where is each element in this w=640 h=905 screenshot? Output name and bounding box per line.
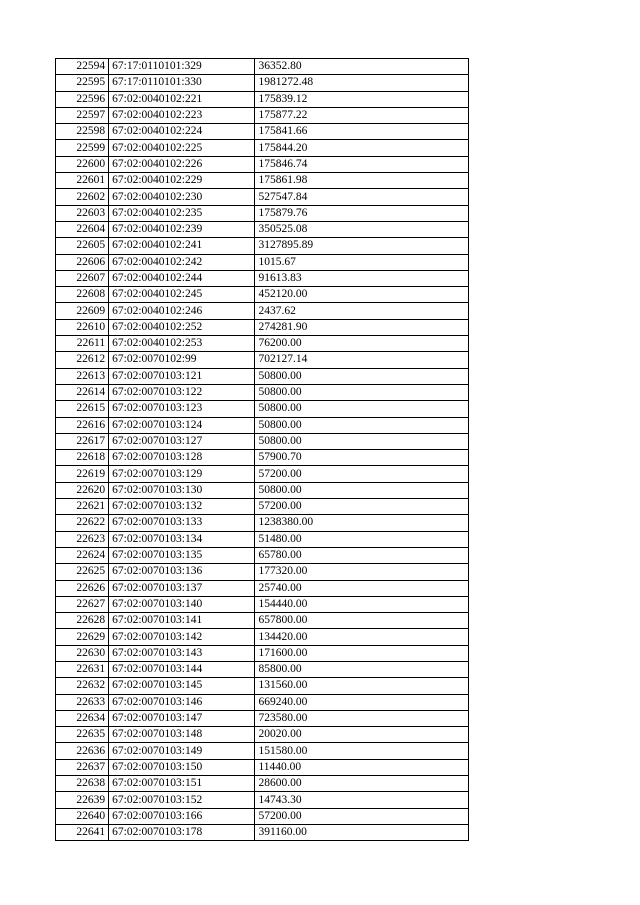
ledger-table <box>55 58 469 841</box>
row-number-cell: 22633 <box>56 694 109 710</box>
amount-cell: 57200.00 <box>255 499 469 515</box>
row-number-cell: 22629 <box>56 629 109 645</box>
amount-cell: 50800.00 <box>255 482 469 498</box>
table-row <box>56 352 469 368</box>
cadastral-number-cell: 67:02:0070103:150 <box>109 759 255 775</box>
table-row <box>56 384 469 400</box>
row-number-cell: 22619 <box>56 466 109 482</box>
row-number-cell: 22622 <box>56 515 109 531</box>
table-row <box>56 124 469 140</box>
row-number-cell: 22615 <box>56 401 109 417</box>
table-row <box>56 564 469 580</box>
row-number-cell: 22631 <box>56 661 109 677</box>
cadastral-number-cell: 67:02:0040102:246 <box>109 303 255 319</box>
row-number-cell: 22612 <box>56 352 109 368</box>
amount-cell: 274281.90 <box>255 319 469 335</box>
row-number-cell: 22602 <box>56 189 109 205</box>
table-row <box>56 238 469 254</box>
amount-cell: 20020.00 <box>255 727 469 743</box>
table-row <box>56 433 469 449</box>
cadastral-number-cell: 67:02:0070103:132 <box>109 499 255 515</box>
table-row <box>56 254 469 270</box>
cadastral-number-cell: 67:02:0070103:136 <box>109 564 255 580</box>
cadastral-number-cell: 67:02:0070103:140 <box>109 596 255 612</box>
cadastral-number-cell: 67:02:0040102:252 <box>109 319 255 335</box>
table-row <box>56 336 469 352</box>
cadastral-number-cell: 67:02:0070103:143 <box>109 645 255 661</box>
amount-cell: 85800.00 <box>255 661 469 677</box>
amount-cell: 175844.20 <box>255 140 469 156</box>
table-row <box>56 401 469 417</box>
amount-cell: 50800.00 <box>255 417 469 433</box>
amount-cell: 669240.00 <box>255 694 469 710</box>
table-row <box>56 140 469 156</box>
amount-cell: 1981272.48 <box>255 75 469 91</box>
table-row <box>56 319 469 335</box>
cadastral-number-cell: 67:02:0040102:245 <box>109 287 255 303</box>
amount-cell: 175877.22 <box>255 107 469 123</box>
amount-cell: 50800.00 <box>255 384 469 400</box>
amount-cell: 25740.00 <box>255 580 469 596</box>
table-row <box>56 303 469 319</box>
row-number-cell: 22595 <box>56 75 109 91</box>
cadastral-number-cell: 67:02:0070103:149 <box>109 743 255 759</box>
table-row <box>56 173 469 189</box>
amount-cell: 36352.80 <box>255 59 469 75</box>
table-row <box>56 368 469 384</box>
row-number-cell: 22625 <box>56 564 109 580</box>
cadastral-number-cell: 67:02:0070103:130 <box>109 482 255 498</box>
amount-cell: 702127.14 <box>255 352 469 368</box>
amount-cell: 175879.76 <box>255 205 469 221</box>
amount-cell: 350525.08 <box>255 221 469 237</box>
row-number-cell: 22641 <box>56 824 109 840</box>
cadastral-number-cell: 67:02:0070103:133 <box>109 515 255 531</box>
amount-cell: 151580.00 <box>255 743 469 759</box>
table-row <box>56 107 469 123</box>
row-number-cell: 22628 <box>56 613 109 629</box>
row-number-cell: 22597 <box>56 107 109 123</box>
row-number-cell: 22616 <box>56 417 109 433</box>
row-number-cell: 22624 <box>56 547 109 563</box>
amount-cell: 65780.00 <box>255 547 469 563</box>
row-number-cell: 22640 <box>56 808 109 824</box>
cadastral-number-cell: 67:02:0070103:152 <box>109 792 255 808</box>
table-row <box>56 499 469 515</box>
row-number-cell: 22634 <box>56 710 109 726</box>
cadastral-number-cell: 67:02:0040102:244 <box>109 270 255 286</box>
amount-cell: 657800.00 <box>255 613 469 629</box>
table-row <box>56 287 469 303</box>
amount-cell: 57900.70 <box>255 450 469 466</box>
amount-cell: 175861.98 <box>255 173 469 189</box>
row-number-cell: 22600 <box>56 156 109 172</box>
amount-cell: 134420.00 <box>255 629 469 645</box>
cadastral-number-cell: 67:02:0070103:135 <box>109 547 255 563</box>
amount-cell: 391160.00 <box>255 824 469 840</box>
amount-cell: 3127895.89 <box>255 238 469 254</box>
row-number-cell: 22596 <box>56 91 109 107</box>
table-row <box>56 678 469 694</box>
amount-cell: 1238380.00 <box>255 515 469 531</box>
cadastral-number-cell: 67:02:0040102:229 <box>109 173 255 189</box>
row-number-cell: 22617 <box>56 433 109 449</box>
cadastral-number-cell: 67:02:0040102:223 <box>109 107 255 123</box>
table-row <box>56 515 469 531</box>
cadastral-number-cell: 67:02:0070103:148 <box>109 727 255 743</box>
amount-cell: 14743.30 <box>255 792 469 808</box>
row-number-cell: 22618 <box>56 450 109 466</box>
table-row <box>56 466 469 482</box>
cadastral-number-cell: 67:02:0040102:226 <box>109 156 255 172</box>
cadastral-number-cell: 67:02:0070103:128 <box>109 450 255 466</box>
table-row <box>56 221 469 237</box>
row-number-cell: 22623 <box>56 531 109 547</box>
table-row <box>56 270 469 286</box>
row-number-cell: 22607 <box>56 270 109 286</box>
table-row <box>56 824 469 840</box>
table-row <box>56 645 469 661</box>
cadastral-number-cell: 67:02:0040102:235 <box>109 205 255 221</box>
table-row <box>56 580 469 596</box>
row-number-cell: 22621 <box>56 499 109 515</box>
row-number-cell: 22620 <box>56 482 109 498</box>
cadastral-number-cell: 67:02:0040102:225 <box>109 140 255 156</box>
amount-cell: 50800.00 <box>255 433 469 449</box>
table-row <box>56 727 469 743</box>
table-row <box>56 661 469 677</box>
amount-cell: 57200.00 <box>255 808 469 824</box>
amount-cell: 131560.00 <box>255 678 469 694</box>
table-row <box>56 710 469 726</box>
row-number-cell: 22609 <box>56 303 109 319</box>
amount-cell: 175839.12 <box>255 91 469 107</box>
cadastral-number-cell: 67:02:0070102:99 <box>109 352 255 368</box>
amount-cell: 177320.00 <box>255 564 469 580</box>
amount-cell: 154440.00 <box>255 596 469 612</box>
cadastral-number-cell: 67:02:0070103:122 <box>109 384 255 400</box>
amount-cell: 76200.00 <box>255 336 469 352</box>
row-number-cell: 22614 <box>56 384 109 400</box>
row-number-cell: 22598 <box>56 124 109 140</box>
table-row <box>56 808 469 824</box>
row-number-cell: 22636 <box>56 743 109 759</box>
cadastral-number-cell: 67:02:0070103:145 <box>109 678 255 694</box>
cadastral-number-cell: 67:02:0070103:137 <box>109 580 255 596</box>
cadastral-number-cell: 67:02:0070103:178 <box>109 824 255 840</box>
cadastral-number-cell: 67:02:0040102:224 <box>109 124 255 140</box>
amount-cell: 50800.00 <box>255 401 469 417</box>
cadastral-number-cell: 67:02:0070103:127 <box>109 433 255 449</box>
table-row <box>56 156 469 172</box>
amount-cell: 11440.00 <box>255 759 469 775</box>
row-number-cell: 22605 <box>56 238 109 254</box>
table-row <box>56 482 469 498</box>
row-number-cell: 22604 <box>56 221 109 237</box>
table-row <box>56 629 469 645</box>
amount-cell: 527547.84 <box>255 189 469 205</box>
cadastral-number-cell: 67:02:0070103:123 <box>109 401 255 417</box>
amount-cell: 50800.00 <box>255 368 469 384</box>
amount-cell: 723580.00 <box>255 710 469 726</box>
row-number-cell: 22635 <box>56 727 109 743</box>
amount-cell: 175846.74 <box>255 156 469 172</box>
cadastral-number-cell: 67:02:0040102:230 <box>109 189 255 205</box>
table-row <box>56 743 469 759</box>
cadastral-number-cell: 67:02:0070103:129 <box>109 466 255 482</box>
cadastral-number-cell: 67:02:0070103:124 <box>109 417 255 433</box>
amount-cell: 452120.00 <box>255 287 469 303</box>
row-number-cell: 22608 <box>56 287 109 303</box>
amount-cell: 28600.00 <box>255 776 469 792</box>
row-number-cell: 22630 <box>56 645 109 661</box>
amount-cell: 2437.62 <box>255 303 469 319</box>
cadastral-number-cell: 67:17:0110101:330 <box>109 75 255 91</box>
row-number-cell: 22626 <box>56 580 109 596</box>
row-number-cell: 22599 <box>56 140 109 156</box>
amount-cell: 51480.00 <box>255 531 469 547</box>
row-number-cell: 22611 <box>56 336 109 352</box>
row-number-cell: 22639 <box>56 792 109 808</box>
amount-cell: 57200.00 <box>255 466 469 482</box>
row-number-cell: 22638 <box>56 776 109 792</box>
table-row <box>56 417 469 433</box>
table-row <box>56 613 469 629</box>
cadastral-number-cell: 67:02:0070103:141 <box>109 613 255 629</box>
row-number-cell: 22601 <box>56 173 109 189</box>
table-row <box>56 59 469 75</box>
cadastral-number-cell: 67:02:0040102:241 <box>109 238 255 254</box>
table-row <box>56 694 469 710</box>
amount-cell: 91613.83 <box>255 270 469 286</box>
row-number-cell: 22637 <box>56 759 109 775</box>
table-row <box>56 759 469 775</box>
cadastral-number-cell: 67:02:0040102:253 <box>109 336 255 352</box>
table-row <box>56 776 469 792</box>
cadastral-number-cell: 67:02:0070103:166 <box>109 808 255 824</box>
amount-cell: 171600.00 <box>255 645 469 661</box>
row-number-cell: 22610 <box>56 319 109 335</box>
table-row <box>56 792 469 808</box>
cadastral-number-cell: 67:02:0040102:221 <box>109 91 255 107</box>
table-row <box>56 450 469 466</box>
table-row <box>56 75 469 91</box>
cadastral-number-cell: 67:02:0070103:146 <box>109 694 255 710</box>
row-number-cell: 22606 <box>56 254 109 270</box>
row-number-cell: 22632 <box>56 678 109 694</box>
row-number-cell: 22603 <box>56 205 109 221</box>
cadastral-number-cell: 67:02:0070103:142 <box>109 629 255 645</box>
table-row <box>56 596 469 612</box>
cadastral-number-cell: 67:02:0070103:147 <box>109 710 255 726</box>
table-row <box>56 205 469 221</box>
row-number-cell: 22627 <box>56 596 109 612</box>
table-row <box>56 189 469 205</box>
table-row <box>56 91 469 107</box>
row-number-cell: 22594 <box>56 59 109 75</box>
cadastral-number-cell: 67:02:0070103:144 <box>109 661 255 677</box>
amount-cell: 175841.66 <box>255 124 469 140</box>
cadastral-number-cell: 67:17:0110101:329 <box>109 59 255 75</box>
cadastral-number-cell: 67:02:0040102:242 <box>109 254 255 270</box>
cadastral-number-cell: 67:02:0070103:134 <box>109 531 255 547</box>
cadastral-number-cell: 67:02:0070103:151 <box>109 776 255 792</box>
ledger-table-body <box>56 59 469 841</box>
table-row <box>56 531 469 547</box>
cadastral-number-cell: 67:02:0040102:239 <box>109 221 255 237</box>
cadastral-number-cell: 67:02:0070103:121 <box>109 368 255 384</box>
row-number-cell: 22613 <box>56 368 109 384</box>
table-row <box>56 547 469 563</box>
amount-cell: 1015.67 <box>255 254 469 270</box>
